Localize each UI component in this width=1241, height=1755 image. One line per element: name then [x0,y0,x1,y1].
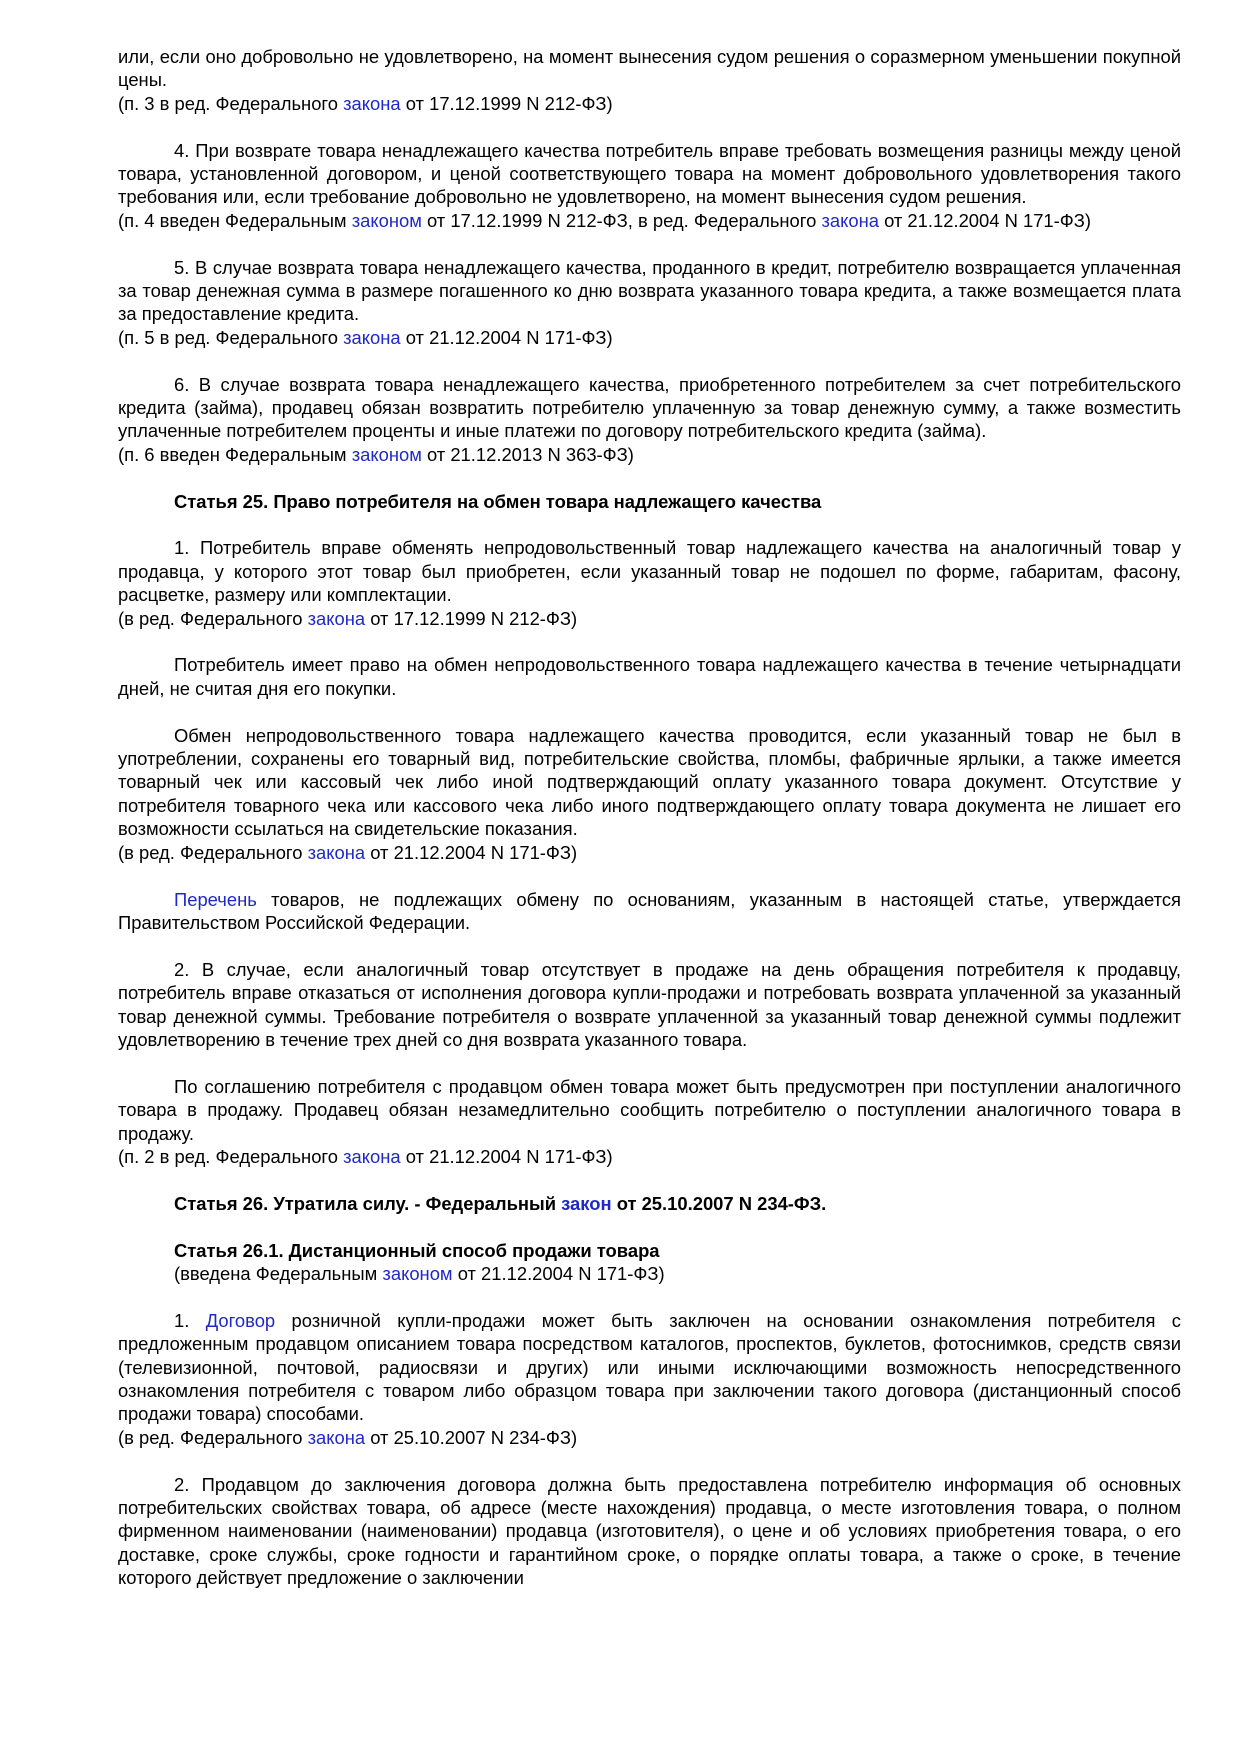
paragraph [118,724,1181,841]
text-run: от 21.12.2004 N 171-ФЗ) [400,1145,613,1167]
text-run: от 17.12.1999 N 212-ФЗ) [400,92,613,114]
text-run: Статья 26. Утратила силу. - Федеральный [174,1192,562,1214]
amendment-note [118,1426,1181,1449]
paragraph [118,256,1181,326]
amendment-note [118,1145,1181,1168]
paragraph-spacer [118,232,1181,255]
amendment-note [118,326,1181,349]
text-run: товаров, не подлежащих обмену по основаниям, указанным в настоящей статье, утверждается Правительством Российской Федерации. [118,888,1181,933]
text-run: Обмен непродовольственного товара надлежащего качества проводится, если указанный товар не был в употреблении, сохранены его товарный вид, потребительские свойства, пломбы, фабричные ярлыки, а также имеется товарный чек или кассовый чек либо иной подтверждающий оплату указанного товара документ. Отсутствие у потребителя товарного чека или кассового чека либо иного подтверждающего оплату товара документа не лишает его возможности ссылаться на свидетельские показания. [118,724,1181,840]
text-run: от 17.12.1999 N 212-ФЗ, в ред. Федерального [421,209,822,231]
paragraph [118,1075,1181,1145]
law-reference-link[interactable]: Договор [205,1309,276,1331]
text-run: от 21.12.2004 N 171-ФЗ) [878,209,1091,231]
text-run: от 21.12.2013 N 363-ФЗ) [421,443,634,465]
paragraph [118,888,1181,935]
paragraph [118,536,1181,606]
text-run: 5. В случае возврата товара ненадлежащего качества, проданного в кредит, потребителю возвращается уплаченная за товар денежная сумма в размере погашенного ко дню возврата указанного товара кредита, а также возмещается плата за предоставление кредита. [118,256,1181,325]
paragraph [118,1309,1181,1426]
text-run: Статья 26.1. Дистанционный способ продажи товара [174,1239,660,1261]
paragraph-spacer [118,934,1181,957]
amendment-note [118,443,1181,466]
text-run: (п. 2 в ред. Федерального [118,1145,344,1167]
amendment-note [118,841,1181,864]
text-run: 6. В случае возврата товара ненадлежащего качества, приобретенного потребителем за счет потребительского кредита (займа), продавец обязан возвратить потребителю уплаченную за товар денежную сумму, а также возместить уплаченные потребителем проценты и иные платежи по договору потребительского кредита (займа). [118,373,1181,442]
law-reference-link[interactable]: закона [343,326,401,348]
amendment-note [118,92,1181,115]
law-reference-link[interactable]: законом [351,443,422,465]
paragraph-spacer [118,1051,1181,1074]
text-run: Потребитель имеет право на обмен непродовольственного товара надлежащего качества в течение четырнадцати дней, не считая дня его покупки. [118,654,1181,699]
text-run: 1. [174,1309,206,1331]
law-reference-link[interactable]: закона [343,1145,401,1167]
law-reference-link[interactable]: законом [382,1262,453,1284]
text-run: (п. 4 введен Федеральным [118,209,352,231]
text-run: (п. 6 введен Федеральным [118,443,352,465]
paragraph-spacer [118,466,1181,489]
paragraph-spacer [118,1168,1181,1191]
paragraph [118,373,1181,443]
text-run: Статья 25. Право потребителя на обмен товара надлежащего качества [174,490,822,512]
paragraph-spacer [118,630,1181,653]
text-run: от 21.12.2004 N 171-ФЗ) [400,326,613,348]
text-run: По соглашению потребителя с продавцом обмен товара может быть предусмотрен при поступлении аналогичного товара в продажу. Продавец обязан незамедлительно сообщить потребителю о поступлении аналогичного товара в продажу. [118,1075,1181,1144]
paragraph-spacer [118,1285,1181,1308]
text-run: (в ред. Федерального [118,607,308,629]
article-subnote [118,1262,1181,1285]
text-run: розничной купли-продажи может быть заключен на основании ознакомления потребителя с предложенным продавцом описанием товара посредством каталогов, проспектов, буклетов, фотоснимков, средств связи (телевизионной, почтовой, радиосвязи и других) или иными исключающими возможность непосредственного ознакомления потребителя с товаром либо образцом товара при заключении такого договора (дистанционный способ продажи товара) способами. [118,1309,1181,1425]
amendment-note [118,209,1181,232]
law-reference-link[interactable]: закона [307,607,366,629]
paragraph-spacer [118,115,1181,138]
text-run: 2. Продавцом до заключения договора должна быть предоставлена потребителю информация об основных потребительских свойствах товара, об адресе (месте нахождения) продавца, о месте изготовления товара, о полном фирменном наименовании (наименовании) продавца (изготовителя), о цене и об условиях приобретения товара, о его доставке, сроке службы, сроке годности и гарантийном сроке, о порядке оплаты товара, а также о сроке, в течение которого действует предложение о заключении [118,1473,1181,1589]
text-run: от 21.12.2004 N 171-ФЗ) [365,841,578,863]
text-run: (в ред. Федерального [118,1426,308,1448]
paragraph-spacer [118,1449,1181,1472]
paragraph-spacer [118,349,1181,372]
law-reference-link[interactable]: закон [561,1192,612,1214]
paragraph-spacer [118,864,1181,887]
paragraph [118,958,1181,1052]
law-reference-link[interactable]: закона [343,92,401,114]
text-run: или, если оно добровольно не удовлетворено, на момент вынесения судом решения о соразмерном уменьшении покупной цены. [118,46,1181,91]
text-run: от 25.10.2007 N 234-ФЗ. [611,1192,827,1214]
article-heading [118,1192,1181,1215]
text-run: от 25.10.2007 N 234-ФЗ) [365,1426,578,1448]
law-reference-link[interactable]: закона [821,209,879,231]
paragraph-spacer [118,1215,1181,1238]
paragraph [118,1473,1181,1590]
paragraph [118,45,1181,92]
text-run: (введена Федеральным [174,1262,383,1284]
amendment-note [118,607,1181,630]
law-reference-link[interactable]: законом [351,209,422,231]
article-heading [118,1239,1181,1262]
paragraph [118,653,1181,700]
text-run: 4. При возврате товара ненадлежащего качества потребитель вправе требовать возмещения разницы между ценой товара, установленной договором, и ценой соответствующего товара на момент добровольного удовлетворения такого требования или, если требование добровольно не удовлетворено, на момент вынесения судом решения. [118,139,1181,208]
text-run: (п. 3 в ред. Федерального [118,92,344,114]
text-run: 1. Потребитель вправе обменять непродовольственный товар надлежащего качества на аналогичный товар у продавца, у которого этот товар был приобретен, если указанный товар не подошел по форме, габаритам, фасону, расцветке, размеру или комплектации. [118,537,1181,606]
law-reference-link[interactable]: закона [307,1426,366,1448]
text-run: 2. В случае, если аналогичный товар отсутствует в продаже на день обращения потребителя к продавцу, потребитель вправе отказаться от исполнения договора купли-продажи и потребовать возврата уплаченной за указанный товар денежной суммы. Требование потребителя о возврате уплаченной за указанный товар денежной суммы подлежит удовлетворению в течение трех дней со дня возврата указанного товара. [118,958,1181,1050]
paragraph [118,139,1181,209]
law-reference-link[interactable]: Перечень [174,888,257,910]
text-run: (в ред. Федерального [118,841,308,863]
text-run: от 21.12.2004 N 171-ФЗ) [452,1262,665,1284]
paragraph-spacer [118,513,1181,536]
text-run: (п. 5 в ред. Федерального [118,326,344,348]
text-run: от 17.12.1999 N 212-ФЗ) [365,607,578,629]
article-heading [118,490,1181,513]
law-reference-link[interactable]: закона [307,841,366,863]
paragraph-spacer [118,700,1181,723]
